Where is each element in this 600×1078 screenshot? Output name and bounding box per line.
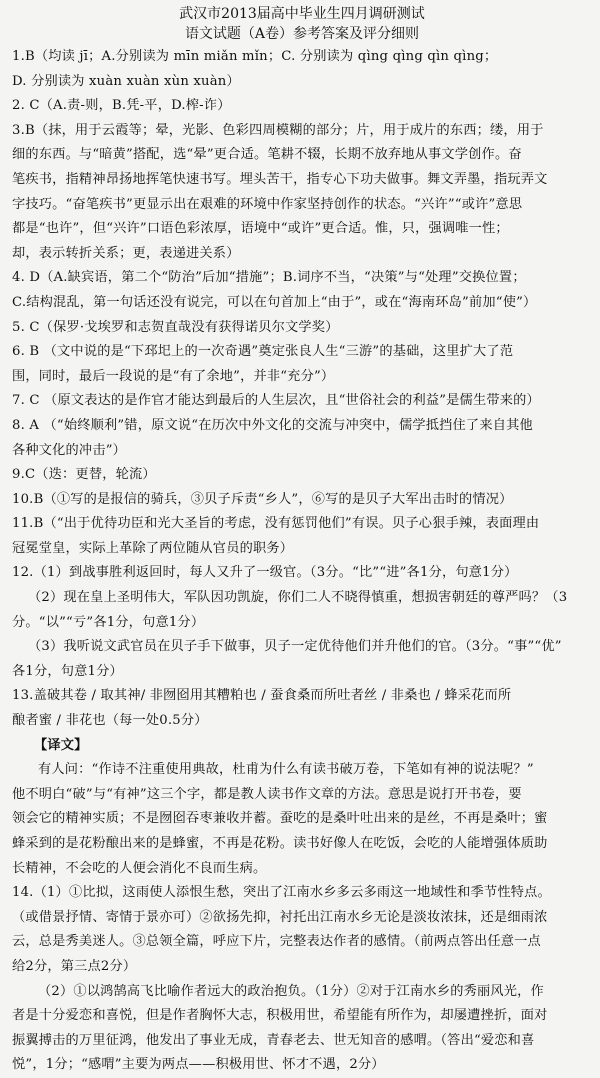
answer-line: 细的东西。与“暗黄”搭配，选“晕”更合适。笔耕不辍，长期不放弃地从事文学创作。奋 (12, 147, 522, 163)
answer-line: D. 分别读为 xuàn xuàn xùn xuàn） (12, 73, 240, 89)
answer-line: 字技巧。“奋笔疾书”更显示出在艰难的环境中作家坚持创作的状态。“兴许”“或许”意思 (12, 196, 523, 212)
answer-line: 2. C（A.责-则，B.凭-平，D.榨-诈） (12, 98, 231, 114)
answer-line: 振翼搏击的万里征鸿，他发出了事业无成，青春老去、世无知音的感喟。（答出“爱恋和喜 (12, 1032, 535, 1048)
answer-line: 云，总是秀美迷人。③总领全篇，呼应下片，完整表达作者的感情。（前两点答出任意一点 (12, 934, 541, 950)
answer-line: 9.C（迭：更替，轮流） (12, 467, 156, 483)
answer-line: 8. A （“始终顺利”错，原文说“在历次中外文化的交流与冲突中，儒学抵挡住了来自其他 (12, 417, 533, 433)
answer-line: （2）现在皇上圣明伟大，军队因功凯旋，你们二人不晓得慎重，想损害朝廷的尊严吗？（3 (28, 590, 568, 606)
answer-line: 他不明白“破”与“有神”这三个字，都是教人读书作文章的方法。意思是说打开书卷，要 (12, 786, 522, 802)
answer-line: （或借景抒情、寄情于景亦可）②欲扬先抑，衬托出江南水乡无论是淡妆浓抹，还是细雨浓 (12, 909, 548, 925)
page-subtitle: 语文试题（A卷）参考答案及评分细则 (184, 26, 420, 42)
answer-line: 分。“以”“亏”各1分，句意1分） (12, 614, 205, 630)
answer-line: 13.盖破其卷 / 取其神/ 非囫囵用其糟粕也 / 蚕食桑而所吐者丝 / 非桑也 / 蜂采花而所 (12, 688, 512, 704)
answer-line: 各种文化的冲击”） (12, 442, 127, 458)
answer-line: 14.（1）①比拟，这雨使人添恨生愁，突出了江南水乡多云多雨这一地域性和季节性特点。 (12, 885, 551, 901)
answer-line: 酿者蜜 / 非花也（每一处0.5分） (12, 713, 208, 729)
answer-line: 长精神，不会吃的人便会消化不良而生病。 (12, 860, 267, 876)
page-title: 武汉市2013届高中毕业生四月调研测试 (179, 6, 425, 22)
answer-line: 悦”，1分；“感喟”主要为两点——积极用世、怀才不遇，2分） (12, 1057, 385, 1073)
answer-line: 10.B（①写的是报信的骑兵，③贝子斥责“乡人”，⑥写的是贝子大军出击时的情况） (12, 491, 513, 507)
answer-line: 笔疾书，指精神昂扬地挥笔快速书写。埋头苦干，指专心下功夫做事。舞文弄墨，指玩弄文 (12, 171, 548, 187)
answer-line: C.结构混乱，第一句话还没有说完，可以在句首加上“由于”，或在“海南环岛”前加“使”） (12, 294, 537, 310)
answer-line: 冠冕堂皇，实际上革除了两位随从官员的职务） (12, 540, 294, 556)
answer-line: （3）我听说文武官员在贝子手下做事，贝子一定优待他们并升他们的官。（3分。“事”“优” (28, 639, 562, 655)
answer-line: 6. B （文中说的是“下邳圯上的一次奇遇”奠定张良人生“三游”的基础，这里扩大了范 (12, 344, 514, 360)
answer-line: 1.B（均读 jī；A.分别读为 mīn miǎn mǐn；C. 分别读为 qìng qìng qìn qìng； (12, 49, 498, 64)
answer-line: 4. D（A.缺宾语，第二个“防治”后加“措施”；B.词序不当，“决策”与“处理”交换位置； (12, 270, 526, 286)
answer-line: 给2分，第三点2分） (12, 958, 137, 974)
answer-line: 有人问：“作诗不注重使用典故，杜甫为什么有读书破万卷，下笔如有神的说法呢？” (38, 762, 534, 778)
answer-line: 围，同时，最后一段说的是“有了余地”，并非“充分”） (12, 368, 335, 384)
answer-line: 各1分，句意1分） (12, 663, 123, 679)
answer-line: 都是“也许”，但“兴许”口语色彩浓厚，语境中“或许”更合适。惟，只，强调唯一性； (12, 221, 509, 237)
answer-line: （2）①以鸿鹄高飞比喻作者远大的政治抱负。（1分）②对于江南水乡的秀丽风光，作 (38, 983, 544, 999)
answer-line: 12.（1）到战事胜利返回时，每人又升了一级官。（3分。“比”“进”各1分，句意1分） (12, 565, 518, 581)
answer-line: 5. C（保罗·戈埃罗和志贺直哉没有获得诺贝尔文学奖） (12, 319, 339, 335)
answer-line: 11.B（“出于优待功臣和光大圣旨的考虑，没有惩罚他们”有误。贝子心狠手辣，表面理由 (12, 516, 540, 532)
translation-heading: 【译文】 (34, 737, 88, 753)
answer-line: 7. C （原文表达的是作官才能达到最后的人生层次，且“世俗社会的利益”是儒生带来的） (12, 393, 540, 409)
answer-line: 蜂采到的是花粉酿出来的是蜂蜜，不再是花粉。读书好像人在吃饭，会吃的人能增强体质助 (12, 836, 548, 851)
answer-line: 领会它的精神实质；不是囫囵吞枣兼收并蓄。蚕吃的是桑叶吐出来的是丝，不再是桑叶；蜜 (12, 811, 548, 827)
answer-line: 3.B（抹，用于云霞等；晕，光影、色彩四周模糊的部分；片，用于成片的东西；缕，用于 (12, 122, 544, 138)
answer-line: 却，表示转折关系；更，表递进关系） (12, 245, 240, 261)
answer-line: 者是十分爱恋和喜悦，但是作者胸怀大志，积极用世，希望能有所作为，却屡遭挫折，面对 (12, 1008, 548, 1024)
